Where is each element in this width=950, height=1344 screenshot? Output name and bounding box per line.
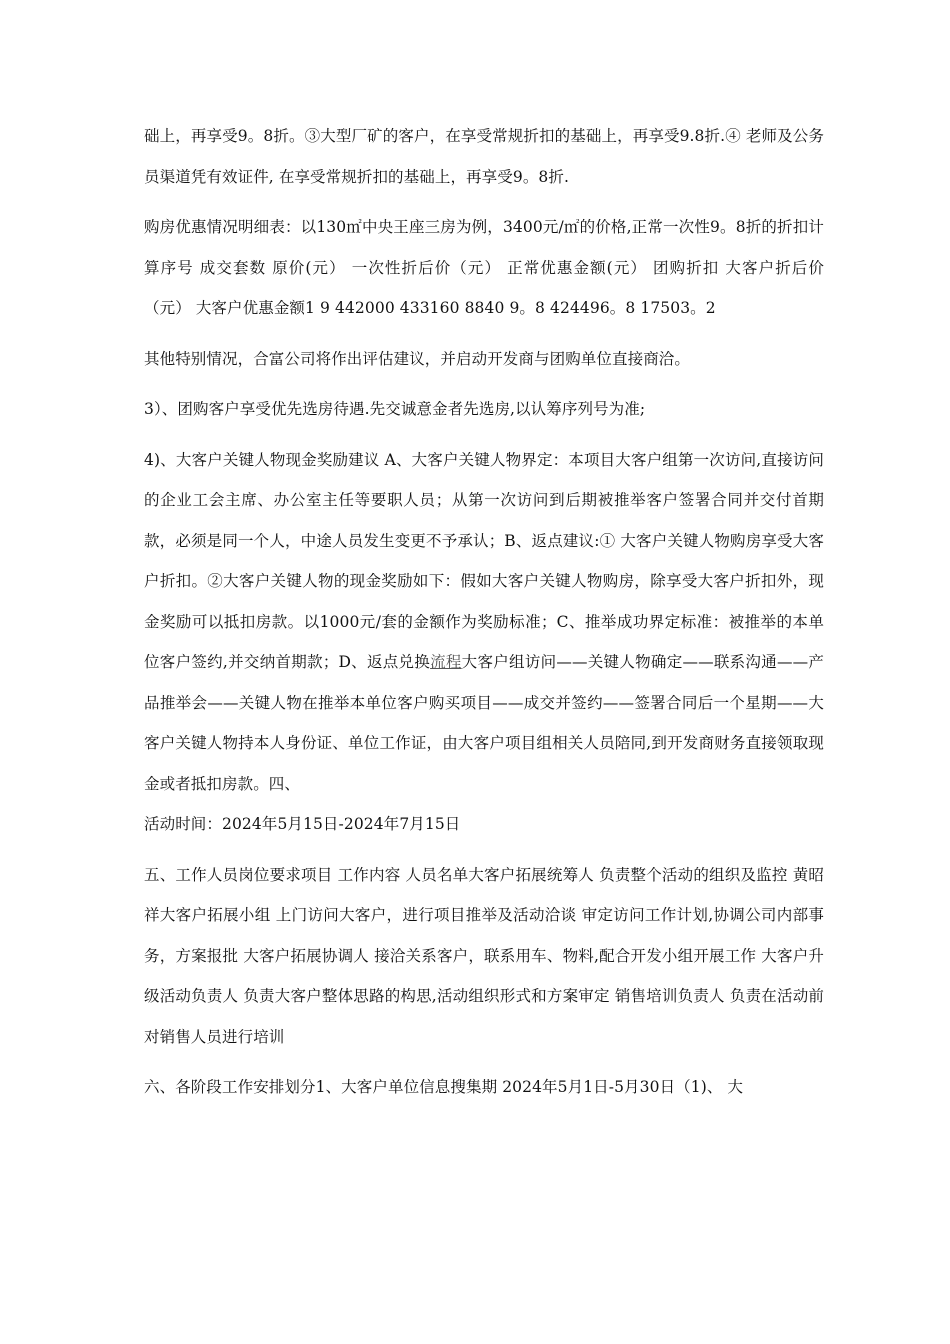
- document-body: [144, 116, 824, 1118]
- paragraph-schedule: 六、各阶段工作安排划分1、大客户单位信息搜集期 2024年5月1日-5月30日（1)、 大: [144, 1078, 744, 1096]
- process-link[interactable]: 流程: [430, 653, 462, 671]
- key-person-reward-text: 4)、大客户关键人物现金奖励建议 A、大客户关键人物界定：本项目大客户组第一次访问,直接访问的企业工会主席、办公室主任等要职人员；从第一次访问到后期被推举客户签署合同并交付首期款，必须是同一个人，中途人员发生变更不予承认；B、返点建议:① 大客户关键人物购房享受大客户折扣。②大客户关键人物的现金奖励如下：假如大客户关键人物购房，除享受大客户折扣外，现金奖励可以抵扣房款。以1000元/套的金额作为奖励标准；C、推举成功界定标准：被推举的本单位客户签约,并交纳首期款；D、返点兑换: [144, 450, 824, 671]
- paragraph-key-person-reward: [144, 440, 824, 805]
- paragraph-staff-requirements: 五、工作人员岗位要求项目 工作内容 人员名单大客户拓展统筹人 负责整个活动的组织及监控 黄昭祥大客户拓展小组 上门访问大客户，进行项目推举及活动洽谈 审定访问工作计划,协调公司内部事务，方案报批 大客户拓展协调人 接洽关系客户，联系用车、物料,配合开发小组开展工作 大客户升级活动负责人 负责大客户整体思路的构思,活动组织形式和方案审定 销售培训负责人 负责在活动前对销售人员进行培训: [144, 865, 824, 1046]
- paragraph-price-table: 购房优惠情况明细表：以130㎡中央王座三房为例，3400元/㎡的价格,正常一次性9。8折的折扣计算序号 成交套数 原价(元） 一次性折后价（元） 正常优惠金额(元） 团购折扣 大客户折后价（元） 大客户优惠金额1 9 442000 433160 8840 9。8 424496。8 17503。2: [144, 218, 824, 317]
- paragraph-special-cases: 其他特别情况，合富公司将作出评估建议，并启动开发商与团购单位直接商洽。: [144, 349, 691, 368]
- key-person-reward-process-text: 大客户组访问——关键人物确定——联系沟通——产品推举会——关键人物在推举本单位客户购买项目——成交并签约——签署合同后一个星期——大客户关键人物持本人身份证、单位工作证，由大客户项目组相关人员陪同,到开发商财务直接领取现金或者抵扣房款。四、: [144, 653, 824, 793]
- paragraph-priority-selection: 3）、团购客户享受优先选房待遇.先交诚意金者先选房,以认筹序列号为准;: [144, 400, 646, 418]
- paragraph-activity-time: 活动时间：2024年5月15日-2024年7月15日: [144, 815, 461, 833]
- paragraph-discount-details: 础上，再享受9。8折。③大型厂矿的客户，在享受常规折扣的基础上，再享受9.8折.④ 老师及公务员渠道凭有效证件, 在享受常规折扣的基础上，再享受9。8折.: [144, 127, 824, 186]
